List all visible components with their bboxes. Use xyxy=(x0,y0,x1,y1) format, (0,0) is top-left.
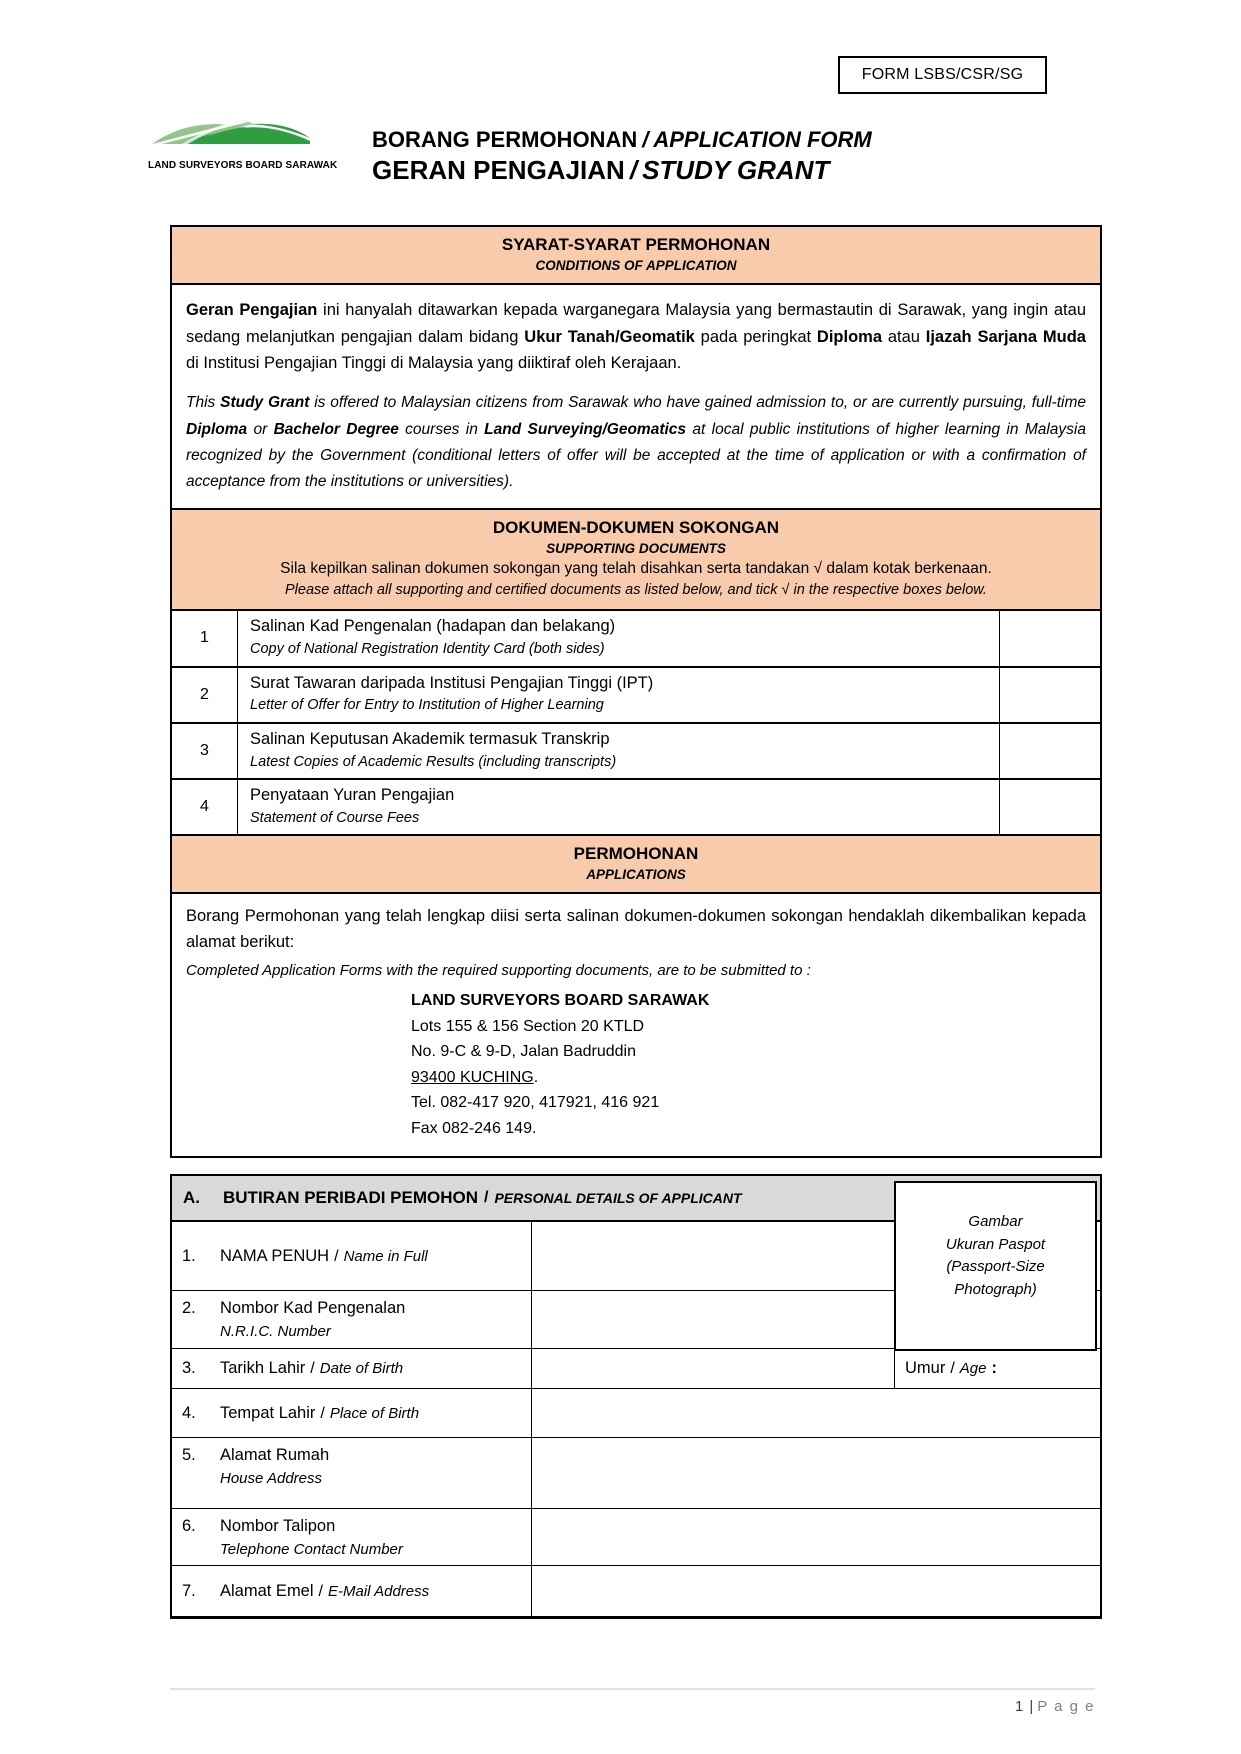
label-malay: Nombor Kad Pengenalan xyxy=(220,1299,406,1317)
field-number: 7. xyxy=(182,1581,196,1600)
text-segment: This xyxy=(186,394,221,412)
document-desc-english: Copy of National Registration Identity Card (both sides) xyxy=(250,641,605,658)
section-a-title-english: PERSONAL DETAILS OF APPLICANT xyxy=(494,1190,742,1206)
lsbs-logo xyxy=(148,108,338,171)
field-label-tarikh-lahir xyxy=(172,1349,532,1388)
conditions-title-english: CONDITIONS OF APPLICATION xyxy=(535,257,737,273)
document-row xyxy=(172,780,1100,836)
doc-tick-checkbox-4[interactable] xyxy=(1000,780,1100,834)
photo-box-line: Photograph) xyxy=(954,1280,1037,1298)
text-segment: at local public institutions of higher learning in Malaysia recognized by the Government (conditional letters of offer will be accepted at the time of application or with a confirmation of acceptance from the institutions or universities). xyxy=(186,420,1086,491)
label-english: Place of Birth xyxy=(329,1404,420,1422)
label-malay: Tempat Lahir xyxy=(220,1403,316,1422)
age-label-separator: / xyxy=(950,1359,955,1377)
page-number: 1 xyxy=(1014,1698,1026,1715)
conditions-paragraph-english xyxy=(186,390,1086,495)
lsbs-logo-caption: LAND SURVEYORS BOARD SARAWAK xyxy=(148,160,338,171)
applications-title-english: APPLICATIONS xyxy=(586,867,686,883)
field-label-text xyxy=(220,1247,428,1266)
form-field-row xyxy=(172,1349,1100,1389)
address-city-suffix: . xyxy=(533,1068,539,1086)
address-line: No. 9-C & 9-D, Jalan Badruddin xyxy=(411,1043,636,1061)
field-label-text xyxy=(220,1299,405,1340)
field-number: 3. xyxy=(182,1359,196,1377)
document-desc-malay: Salinan Keputusan Akademik termasuk Transkrip xyxy=(250,729,610,748)
field-label-tempat-lahir xyxy=(172,1389,532,1437)
applications-paragraph-english: Completed Application Forms with the required supporting documents, are to be submitted to : xyxy=(186,961,811,979)
field-label-nama-penuh xyxy=(172,1222,532,1290)
field-number: 6. xyxy=(182,1517,196,1535)
documents-section-header xyxy=(172,510,1100,612)
field-label-text xyxy=(220,1517,403,1558)
document-desc-malay: Salinan Kad Pengenalan (hadapan dan belakang) xyxy=(250,617,616,636)
photo-box-line: Gambar xyxy=(968,1213,1023,1230)
document-description xyxy=(238,668,1000,722)
documents-note-malay: Sila kepilkan salinan dokumen sokongan yang telah disahkan serta tandakan √ dalam kotak berkenaan. xyxy=(280,559,992,577)
documents-title-malay: DOKUMEN-DOKUMEN SOKONGAN xyxy=(492,517,780,537)
text-segment: or xyxy=(247,420,274,438)
page-footer xyxy=(170,1688,1095,1715)
text-segment: Ijazah Sarjana Muda xyxy=(925,327,1086,346)
age-label-english: Age xyxy=(959,1360,987,1377)
field-nombor-talipon-input[interactable] xyxy=(532,1509,1100,1565)
photo-box-line: Ukuran Paspot xyxy=(945,1235,1046,1253)
text-segment: Ukur Tanah/Geomatik xyxy=(524,327,695,346)
text-segment: Diploma xyxy=(816,327,882,346)
document-description xyxy=(238,611,1000,665)
applications-paragraph-malay: Borang Permohonan yang telah lengkap diisi serta salinan dokumen-dokumen sokongan hendaklah dikembalikan kepada alamat berikut: xyxy=(186,907,1086,951)
label-malay: NAMA PENUH xyxy=(220,1246,330,1265)
text-segment: courses in xyxy=(398,420,485,438)
documents-note-english: Please attach all supporting and certified documents as listed below, and tick √ in the respective boxes below. xyxy=(285,582,987,599)
title1-english: APPLICATION FORM xyxy=(653,127,872,152)
form-titles xyxy=(372,126,872,186)
label-separator: / xyxy=(320,1404,325,1422)
document-number: 2 xyxy=(172,668,238,722)
form-title-line2 xyxy=(372,154,872,187)
document-row xyxy=(172,611,1100,667)
title1-separator: / xyxy=(642,127,649,152)
label-english: Date of Birth xyxy=(319,1360,404,1377)
label-english: House Address xyxy=(220,1470,322,1487)
field-tarikh-lahir-input[interactable] xyxy=(532,1349,894,1388)
field-label-text xyxy=(220,1446,329,1487)
document-description xyxy=(238,780,1000,834)
field-label-alamat-rumah xyxy=(172,1438,532,1508)
text-segment: Diploma xyxy=(186,420,248,438)
text-segment: Geran Pengajian xyxy=(186,301,318,320)
document-desc-malay: Surat Tawaran daripada Institusi Pengajian Tinggi (IPT) xyxy=(250,673,654,692)
field-label-text xyxy=(220,1359,403,1378)
title1-malay: BORANG PERMOHONAN xyxy=(372,127,638,152)
field-number: 1. xyxy=(182,1246,196,1265)
conditions-section-header xyxy=(172,227,1100,285)
document-number: 1 xyxy=(172,611,238,665)
text-segment: Bachelor Degree xyxy=(273,420,399,438)
doc-tick-checkbox-2[interactable] xyxy=(1000,668,1100,722)
lsbs-logo-icon xyxy=(148,108,314,154)
address-city-underlined: 93400 KUCHING xyxy=(411,1068,534,1086)
field-label-alamat-emel xyxy=(172,1566,532,1616)
document-desc-english: Latest Copies of Academic Results (including transcripts) xyxy=(250,753,617,770)
field-alamat-rumah-input[interactable] xyxy=(532,1438,1100,1508)
field-label-nombor-talipon xyxy=(172,1509,532,1565)
submission-address xyxy=(411,988,1086,1142)
label-malay: Alamat Rumah xyxy=(220,1446,330,1464)
text-segment: ini hanyalah ditawarkan kepada warganegara Malaysia yang bermastautin di Sarawak, yang ingin atau sedang melanjutkan pengajian dalam bidang xyxy=(186,301,1086,346)
document-desc-malay: Penyataan Yuran Pengajian xyxy=(250,786,455,804)
address-fax: Fax 082-246 149. xyxy=(411,1119,537,1137)
text-segment: Study Grant xyxy=(220,394,310,412)
section-a-title-malay: BUTIRAN PERIBADI PEMOHON xyxy=(223,1188,479,1207)
document-number: 3 xyxy=(172,724,238,778)
document-row xyxy=(172,724,1100,780)
text-segment: pada peringkat xyxy=(694,327,817,346)
label-malay: Tarikh Lahir xyxy=(220,1359,306,1377)
form-field-row xyxy=(172,1389,1100,1438)
conditions-paragraph-malay xyxy=(186,297,1086,376)
page-number-separator: | xyxy=(1029,1698,1034,1715)
field-label-text xyxy=(220,1582,429,1601)
form-field-row xyxy=(172,1509,1100,1566)
field-umur-age[interactable] xyxy=(894,1349,1100,1388)
form-title-line1 xyxy=(372,126,872,154)
text-segment: Land Surveying/Geomatics xyxy=(484,420,687,438)
passport-photo-box[interactable] xyxy=(894,1181,1097,1351)
conditions-body xyxy=(172,285,1100,510)
applications-body xyxy=(172,894,1100,1155)
conditions-title-malay: SYARAT-SYARAT PERMOHONAN xyxy=(501,235,771,254)
address-line xyxy=(411,1065,1086,1091)
form-field-row xyxy=(172,1566,1100,1617)
label-english: N.R.I.C. Number xyxy=(220,1323,331,1340)
label-english: E-Mail Address xyxy=(327,1582,430,1600)
label-malay: Alamat Emel xyxy=(220,1581,314,1600)
age-label-colon: : xyxy=(991,1359,997,1377)
field-number: 4. xyxy=(182,1403,196,1422)
section-letter: A. xyxy=(183,1188,200,1207)
instructions-table xyxy=(170,225,1102,1158)
field-alamat-emel-input[interactable] xyxy=(532,1566,1100,1616)
applications-title-malay: PERMOHONAN xyxy=(573,844,699,864)
label-malay: Nombor Talipon xyxy=(220,1517,336,1535)
label-english: Telephone Contact Number xyxy=(220,1541,403,1558)
label-separator: / xyxy=(334,1247,339,1265)
address-org-name: LAND SURVEYORS BOARD SARAWAK xyxy=(411,992,710,1009)
text-segment: is offered to Malaysian citizens from Sarawak who have gained admission to, or are currently pursuing, full-time xyxy=(309,394,1086,412)
document-number: 4 xyxy=(172,780,238,834)
title2-separator: / xyxy=(629,154,638,185)
form-code-badge xyxy=(838,56,1047,94)
label-separator: / xyxy=(310,1360,315,1377)
applications-section-header xyxy=(172,836,1100,894)
document-desc-english: Statement of Course Fees xyxy=(250,809,420,826)
form-field-row xyxy=(172,1438,1100,1509)
document-desc-english: Letter of Offer for Entry to Institution of Higher Learning xyxy=(250,697,604,714)
address-line: Lots 155 & 156 Section 20 KTLD xyxy=(411,1017,645,1035)
field-number: 2. xyxy=(182,1299,196,1317)
form-code-text: FORM LSBS/CSR/SG xyxy=(861,66,1024,83)
label-separator: / xyxy=(318,1582,323,1600)
text-segment: di Institusi Pengajian Tinggi di Malaysia yang diiktiraf oleh Kerajaan. xyxy=(186,353,682,372)
page-word: P a g e xyxy=(1037,1698,1095,1715)
document-row xyxy=(172,668,1100,724)
doc-tick-checkbox-3[interactable] xyxy=(1000,724,1100,778)
address-telephone: Tel. 082-417 920, 417921, 416 921 xyxy=(411,1094,660,1112)
field-label-nric xyxy=(172,1291,532,1348)
title2-english: STUDY GRANT xyxy=(642,154,830,185)
age-label-malay: Umur xyxy=(905,1359,946,1377)
photo-box-line: (Passport-Size xyxy=(946,1258,1045,1275)
field-label-text xyxy=(220,1404,419,1423)
field-number: 5. xyxy=(182,1446,196,1464)
section-a-title-separator: / xyxy=(484,1189,489,1206)
text-segment: atau xyxy=(882,327,926,346)
doc-tick-checkbox-1[interactable] xyxy=(1000,611,1100,665)
documents-title-english: SUPPORTING DOCUMENTS xyxy=(546,540,726,556)
personal-details-table xyxy=(170,1174,1102,1619)
label-english: Name in Full xyxy=(343,1247,428,1265)
document-description xyxy=(238,724,1000,778)
field-tempat-lahir-input[interactable] xyxy=(532,1389,1100,1437)
title2-malay: GERAN PENGAJIAN xyxy=(372,154,625,185)
